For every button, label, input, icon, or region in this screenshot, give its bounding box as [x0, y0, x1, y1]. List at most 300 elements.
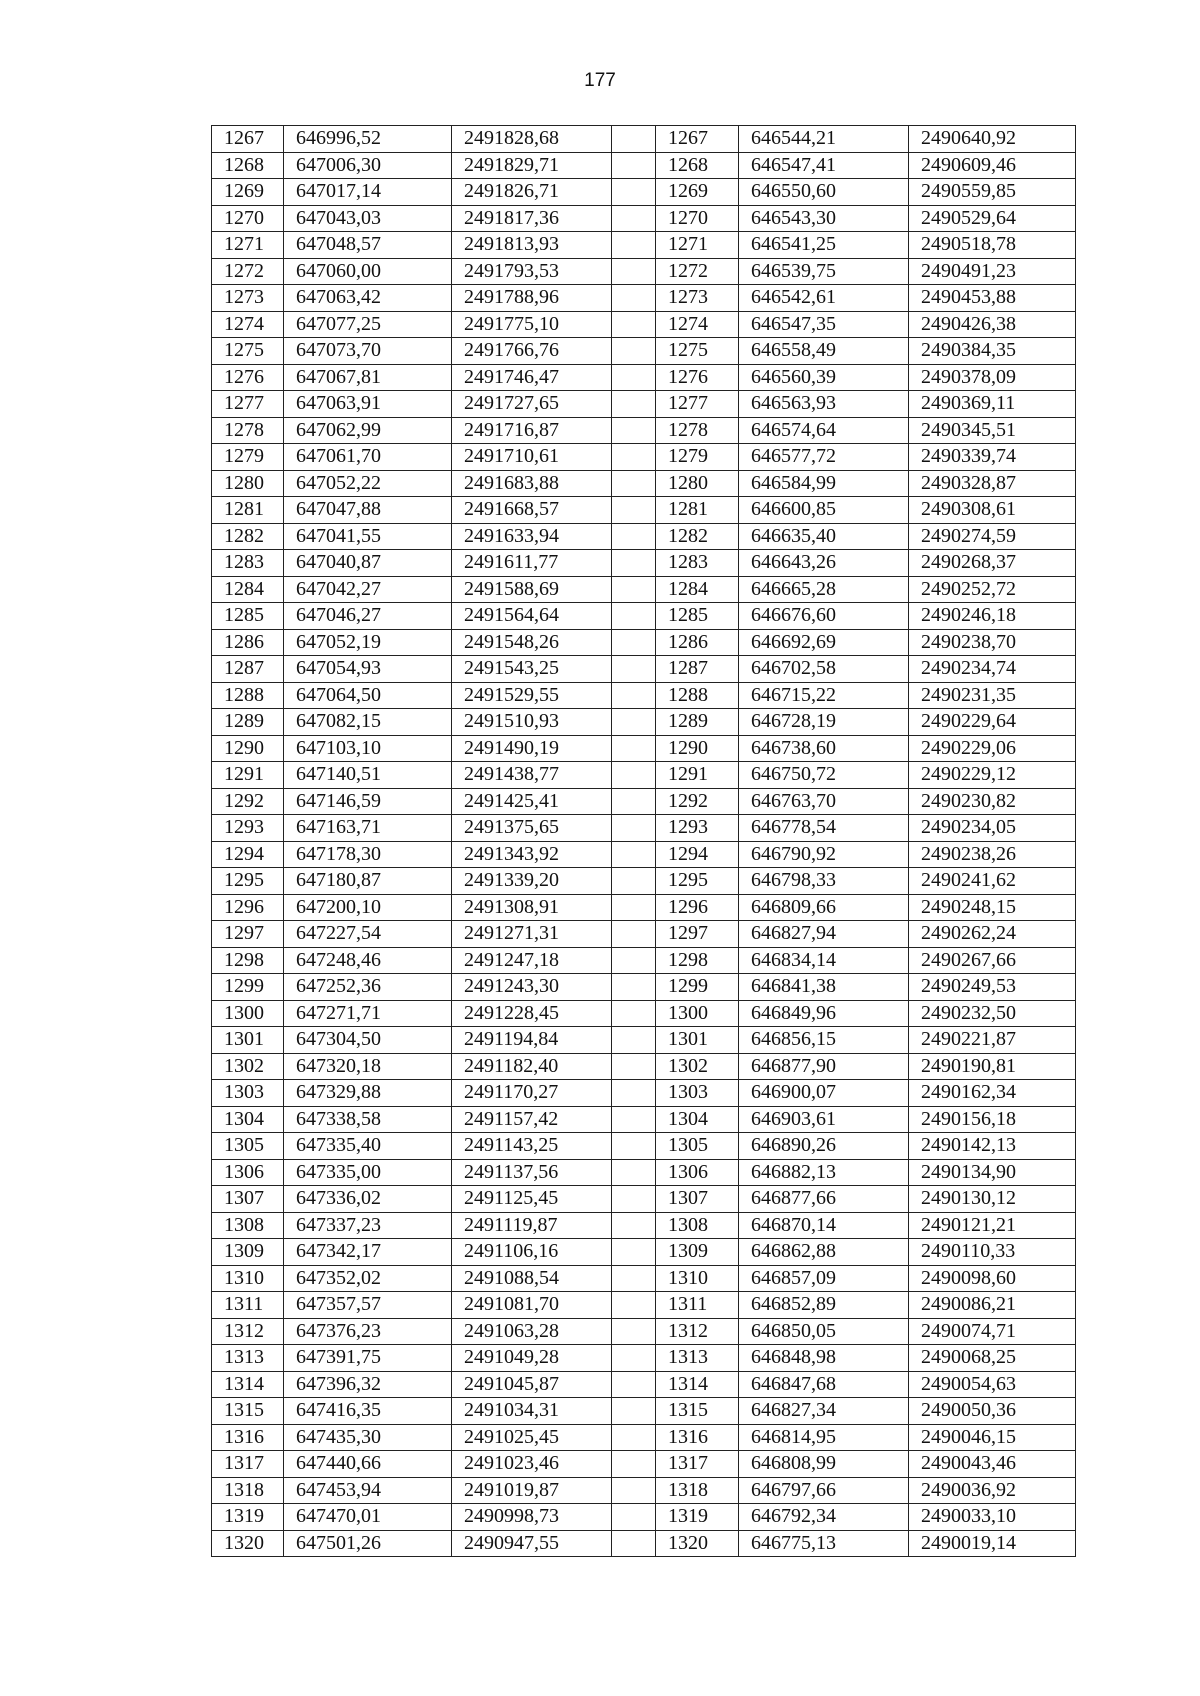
- table-row: [212, 947, 1076, 974]
- left-y-coordinate-cell: 2491088,54: [452, 1265, 612, 1292]
- left-x-coordinate-cell: 647146,59: [284, 788, 452, 815]
- right-point-number-cell: 1282: [656, 523, 739, 550]
- left-point-number-cell: 1272: [212, 258, 284, 285]
- right-y-coordinate-cell: 2490384,35: [909, 338, 1076, 365]
- left-point-number-cell: 1314: [212, 1371, 284, 1398]
- table-row: [212, 311, 1076, 338]
- left-x-coordinate-cell: 647391,75: [284, 1345, 452, 1372]
- right-x-coordinate-cell: 646814,95: [739, 1424, 909, 1451]
- right-y-coordinate-cell: 2490339,74: [909, 444, 1076, 471]
- right-point-number-cell: 1311: [656, 1292, 739, 1319]
- left-point-number-cell: 1299: [212, 974, 284, 1001]
- left-point-number-cell: 1273: [212, 285, 284, 312]
- left-point-number-cell: 1293: [212, 815, 284, 842]
- left-y-coordinate-cell: 2491490,19: [452, 735, 612, 762]
- right-y-coordinate-cell: 2490229,06: [909, 735, 1076, 762]
- right-x-coordinate-cell: 646808,99: [739, 1451, 909, 1478]
- table-row: [212, 550, 1076, 577]
- empty-separator-cell: [612, 364, 656, 391]
- table-row: [212, 1186, 1076, 1213]
- empty-separator-cell: [612, 391, 656, 418]
- empty-separator-cell: [612, 894, 656, 921]
- left-y-coordinate-cell: 2491125,45: [452, 1186, 612, 1213]
- left-y-coordinate-cell: 2491170,27: [452, 1080, 612, 1107]
- right-x-coordinate-cell: 646563,93: [739, 391, 909, 418]
- left-x-coordinate-cell: 647335,00: [284, 1159, 452, 1186]
- empty-separator-cell: [612, 576, 656, 603]
- right-x-coordinate-cell: 646778,54: [739, 815, 909, 842]
- left-y-coordinate-cell: 2491826,71: [452, 179, 612, 206]
- table-row: [212, 1530, 1076, 1557]
- left-x-coordinate-cell: 647043,03: [284, 205, 452, 232]
- table-row: [212, 1212, 1076, 1239]
- table-row: [212, 894, 1076, 921]
- table-row: [212, 576, 1076, 603]
- left-y-coordinate-cell: 2490947,55: [452, 1530, 612, 1557]
- right-y-coordinate-cell: 2490262,24: [909, 921, 1076, 948]
- left-point-number-cell: 1317: [212, 1451, 284, 1478]
- empty-separator-cell: [612, 1504, 656, 1531]
- left-y-coordinate-cell: 2491247,18: [452, 947, 612, 974]
- right-x-coordinate-cell: 646856,15: [739, 1027, 909, 1054]
- left-point-number-cell: 1296: [212, 894, 284, 921]
- empty-separator-cell: [612, 629, 656, 656]
- right-point-number-cell: 1284: [656, 576, 739, 603]
- right-y-coordinate-cell: 2490229,12: [909, 762, 1076, 789]
- empty-separator-cell: [612, 974, 656, 1001]
- left-point-number-cell: 1275: [212, 338, 284, 365]
- left-x-coordinate-cell: 647453,94: [284, 1477, 452, 1504]
- right-x-coordinate-cell: 646797,66: [739, 1477, 909, 1504]
- right-x-coordinate-cell: 646827,94: [739, 921, 909, 948]
- empty-separator-cell: [612, 1398, 656, 1425]
- empty-separator-cell: [612, 1239, 656, 1266]
- left-x-coordinate-cell: 647178,30: [284, 841, 452, 868]
- left-x-coordinate-cell: 647304,50: [284, 1027, 452, 1054]
- empty-separator-cell: [612, 1371, 656, 1398]
- right-x-coordinate-cell: 646790,92: [739, 841, 909, 868]
- table-row: [212, 841, 1076, 868]
- left-point-number-cell: 1285: [212, 603, 284, 630]
- left-point-number-cell: 1292: [212, 788, 284, 815]
- right-point-number-cell: 1276: [656, 364, 739, 391]
- left-x-coordinate-cell: 647073,70: [284, 338, 452, 365]
- left-x-coordinate-cell: 647046,27: [284, 603, 452, 630]
- left-point-number-cell: 1313: [212, 1345, 284, 1372]
- left-y-coordinate-cell: 2491049,28: [452, 1345, 612, 1372]
- table-row: [212, 1292, 1076, 1319]
- right-x-coordinate-cell: 646903,61: [739, 1106, 909, 1133]
- table-row: [212, 1053, 1076, 1080]
- right-point-number-cell: 1312: [656, 1318, 739, 1345]
- table-row: [212, 285, 1076, 312]
- left-point-number-cell: 1288: [212, 682, 284, 709]
- table-row: [212, 788, 1076, 815]
- left-y-coordinate-cell: 2491788,96: [452, 285, 612, 312]
- right-point-number-cell: 1302: [656, 1053, 739, 1080]
- left-y-coordinate-cell: 2491194,84: [452, 1027, 612, 1054]
- right-point-number-cell: 1310: [656, 1265, 739, 1292]
- left-x-coordinate-cell: 647103,10: [284, 735, 452, 762]
- table-row: [212, 1398, 1076, 1425]
- empty-separator-cell: [612, 338, 656, 365]
- right-y-coordinate-cell: 2490190,81: [909, 1053, 1076, 1080]
- left-y-coordinate-cell: 2491119,87: [452, 1212, 612, 1239]
- right-y-coordinate-cell: 2490134,90: [909, 1159, 1076, 1186]
- left-y-coordinate-cell: 2491063,28: [452, 1318, 612, 1345]
- right-x-coordinate-cell: 646750,72: [739, 762, 909, 789]
- right-point-number-cell: 1268: [656, 152, 739, 179]
- right-point-number-cell: 1291: [656, 762, 739, 789]
- left-x-coordinate-cell: 647227,54: [284, 921, 452, 948]
- left-point-number-cell: 1282: [212, 523, 284, 550]
- right-point-number-cell: 1281: [656, 497, 739, 524]
- right-point-number-cell: 1267: [656, 126, 739, 153]
- left-x-coordinate-cell: 647248,46: [284, 947, 452, 974]
- left-y-coordinate-cell: 2491425,41: [452, 788, 612, 815]
- right-point-number-cell: 1304: [656, 1106, 739, 1133]
- right-y-coordinate-cell: 2490074,71: [909, 1318, 1076, 1345]
- left-x-coordinate-cell: 647336,02: [284, 1186, 452, 1213]
- left-y-coordinate-cell: 2491710,61: [452, 444, 612, 471]
- empty-separator-cell: [612, 232, 656, 259]
- empty-separator-cell: [612, 1053, 656, 1080]
- left-y-coordinate-cell: 2491339,20: [452, 868, 612, 895]
- left-x-coordinate-cell: 647252,36: [284, 974, 452, 1001]
- table-row: [212, 391, 1076, 418]
- left-x-coordinate-cell: 647047,88: [284, 497, 452, 524]
- left-y-coordinate-cell: 2491817,36: [452, 205, 612, 232]
- empty-separator-cell: [612, 1027, 656, 1054]
- right-x-coordinate-cell: 646542,61: [739, 285, 909, 312]
- right-y-coordinate-cell: 2490142,13: [909, 1133, 1076, 1160]
- right-x-coordinate-cell: 646798,33: [739, 868, 909, 895]
- empty-separator-cell: [612, 285, 656, 312]
- left-y-coordinate-cell: 2491308,91: [452, 894, 612, 921]
- right-y-coordinate-cell: 2490559,85: [909, 179, 1076, 206]
- left-x-coordinate-cell: 647064,50: [284, 682, 452, 709]
- left-y-coordinate-cell: 2491548,26: [452, 629, 612, 656]
- right-point-number-cell: 1274: [656, 311, 739, 338]
- empty-separator-cell: [612, 258, 656, 285]
- table-row: [212, 1027, 1076, 1054]
- right-y-coordinate-cell: 2490369,11: [909, 391, 1076, 418]
- empty-separator-cell: [612, 311, 656, 338]
- table-row: [212, 603, 1076, 630]
- table-row: [212, 523, 1076, 550]
- empty-separator-cell: [612, 815, 656, 842]
- left-y-coordinate-cell: 2491746,47: [452, 364, 612, 391]
- empty-separator-cell: [612, 1530, 656, 1557]
- empty-separator-cell: [612, 417, 656, 444]
- left-point-number-cell: 1304: [212, 1106, 284, 1133]
- left-x-coordinate-cell: 647396,32: [284, 1371, 452, 1398]
- right-y-coordinate-cell: 2490234,74: [909, 656, 1076, 683]
- left-x-coordinate-cell: 647416,35: [284, 1398, 452, 1425]
- left-x-coordinate-cell: 647063,42: [284, 285, 452, 312]
- empty-separator-cell: [612, 1080, 656, 1107]
- left-x-coordinate-cell: 647040,87: [284, 550, 452, 577]
- empty-separator-cell: [612, 1265, 656, 1292]
- right-point-number-cell: 1315: [656, 1398, 739, 1425]
- right-point-number-cell: 1300: [656, 1000, 739, 1027]
- left-x-coordinate-cell: 647140,51: [284, 762, 452, 789]
- left-point-number-cell: 1279: [212, 444, 284, 471]
- right-x-coordinate-cell: 646775,13: [739, 1530, 909, 1557]
- right-point-number-cell: 1318: [656, 1477, 739, 1504]
- right-x-coordinate-cell: 646763,70: [739, 788, 909, 815]
- right-point-number-cell: 1288: [656, 682, 739, 709]
- left-point-number-cell: 1277: [212, 391, 284, 418]
- left-point-number-cell: 1308: [212, 1212, 284, 1239]
- empty-separator-cell: [612, 841, 656, 868]
- right-point-number-cell: 1285: [656, 603, 739, 630]
- left-x-coordinate-cell: 647335,40: [284, 1133, 452, 1160]
- right-point-number-cell: 1314: [656, 1371, 739, 1398]
- right-x-coordinate-cell: 646584,99: [739, 470, 909, 497]
- right-y-coordinate-cell: 2490249,53: [909, 974, 1076, 1001]
- right-x-coordinate-cell: 646676,60: [739, 603, 909, 630]
- left-x-coordinate-cell: 647320,18: [284, 1053, 452, 1080]
- left-point-number-cell: 1307: [212, 1186, 284, 1213]
- page-number: 177: [584, 70, 616, 91]
- table-row: [212, 1424, 1076, 1451]
- left-point-number-cell: 1286: [212, 629, 284, 656]
- table-row: [212, 1318, 1076, 1345]
- empty-separator-cell: [612, 1212, 656, 1239]
- left-y-coordinate-cell: 2491023,46: [452, 1451, 612, 1478]
- empty-separator-cell: [612, 735, 656, 762]
- left-y-coordinate-cell: 2491438,77: [452, 762, 612, 789]
- right-x-coordinate-cell: 646834,14: [739, 947, 909, 974]
- left-point-number-cell: 1318: [212, 1477, 284, 1504]
- left-y-coordinate-cell: 2491228,45: [452, 1000, 612, 1027]
- table-row: [212, 338, 1076, 365]
- left-y-coordinate-cell: 2490998,73: [452, 1504, 612, 1531]
- right-point-number-cell: 1296: [656, 894, 739, 921]
- left-y-coordinate-cell: 2491143,25: [452, 1133, 612, 1160]
- left-x-coordinate-cell: 647061,70: [284, 444, 452, 471]
- left-point-number-cell: 1289: [212, 709, 284, 736]
- left-point-number-cell: 1276: [212, 364, 284, 391]
- right-x-coordinate-cell: 646577,72: [739, 444, 909, 471]
- right-y-coordinate-cell: 2490068,25: [909, 1345, 1076, 1372]
- left-x-coordinate-cell: 647042,27: [284, 576, 452, 603]
- empty-separator-cell: [612, 788, 656, 815]
- left-point-number-cell: 1271: [212, 232, 284, 259]
- right-point-number-cell: 1307: [656, 1186, 739, 1213]
- right-x-coordinate-cell: 646543,30: [739, 205, 909, 232]
- empty-separator-cell: [612, 1159, 656, 1186]
- right-y-coordinate-cell: 2490050,36: [909, 1398, 1076, 1425]
- left-point-number-cell: 1302: [212, 1053, 284, 1080]
- left-point-number-cell: 1310: [212, 1265, 284, 1292]
- right-point-number-cell: 1301: [656, 1027, 739, 1054]
- empty-separator-cell: [612, 444, 656, 471]
- right-x-coordinate-cell: 646692,69: [739, 629, 909, 656]
- table-row: [212, 258, 1076, 285]
- right-x-coordinate-cell: 646665,28: [739, 576, 909, 603]
- empty-separator-cell: [612, 470, 656, 497]
- left-y-coordinate-cell: 2491564,64: [452, 603, 612, 630]
- left-point-number-cell: 1301: [212, 1027, 284, 1054]
- table-row: [212, 444, 1076, 471]
- right-y-coordinate-cell: 2490033,10: [909, 1504, 1076, 1531]
- left-x-coordinate-cell: 647048,57: [284, 232, 452, 259]
- right-point-number-cell: 1275: [656, 338, 739, 365]
- left-x-coordinate-cell: 647200,10: [284, 894, 452, 921]
- right-y-coordinate-cell: 2490221,87: [909, 1027, 1076, 1054]
- right-x-coordinate-cell: 646544,21: [739, 126, 909, 153]
- right-y-coordinate-cell: 2490491,23: [909, 258, 1076, 285]
- left-x-coordinate-cell: 647376,23: [284, 1318, 452, 1345]
- right-x-coordinate-cell: 646558,49: [739, 338, 909, 365]
- left-point-number-cell: 1287: [212, 656, 284, 683]
- empty-separator-cell: [612, 1106, 656, 1133]
- right-point-number-cell: 1313: [656, 1345, 739, 1372]
- empty-separator-cell: [612, 709, 656, 736]
- table-row: [212, 629, 1076, 656]
- empty-separator-cell: [612, 868, 656, 895]
- right-y-coordinate-cell: 2490054,63: [909, 1371, 1076, 1398]
- table-row: [212, 1504, 1076, 1531]
- table-row: [212, 179, 1076, 206]
- left-x-coordinate-cell: 647357,57: [284, 1292, 452, 1319]
- right-x-coordinate-cell: 646857,09: [739, 1265, 909, 1292]
- right-x-coordinate-cell: 646849,96: [739, 1000, 909, 1027]
- table-row: [212, 126, 1076, 153]
- left-y-coordinate-cell: 2491510,93: [452, 709, 612, 736]
- right-x-coordinate-cell: 646877,90: [739, 1053, 909, 1080]
- table-row: [212, 364, 1076, 391]
- left-point-number-cell: 1280: [212, 470, 284, 497]
- right-x-coordinate-cell: 646728,19: [739, 709, 909, 736]
- left-x-coordinate-cell: 647067,81: [284, 364, 452, 391]
- left-point-number-cell: 1303: [212, 1080, 284, 1107]
- empty-separator-cell: [612, 1186, 656, 1213]
- right-point-number-cell: 1295: [656, 868, 739, 895]
- right-x-coordinate-cell: 646738,60: [739, 735, 909, 762]
- right-y-coordinate-cell: 2490246,18: [909, 603, 1076, 630]
- empty-separator-cell: [612, 1424, 656, 1451]
- table-row: [212, 868, 1076, 895]
- left-x-coordinate-cell: 647006,30: [284, 152, 452, 179]
- table-row: [212, 709, 1076, 736]
- right-point-number-cell: 1277: [656, 391, 739, 418]
- right-point-number-cell: 1280: [656, 470, 739, 497]
- left-point-number-cell: 1278: [212, 417, 284, 444]
- table-row: [212, 1265, 1076, 1292]
- right-y-coordinate-cell: 2490238,26: [909, 841, 1076, 868]
- table-row: [212, 1345, 1076, 1372]
- right-y-coordinate-cell: 2490529,64: [909, 205, 1076, 232]
- empty-separator-cell: [612, 1477, 656, 1504]
- right-point-number-cell: 1298: [656, 947, 739, 974]
- right-y-coordinate-cell: 2490162,34: [909, 1080, 1076, 1107]
- empty-separator-cell: [612, 682, 656, 709]
- left-y-coordinate-cell: 2491543,25: [452, 656, 612, 683]
- right-y-coordinate-cell: 2490328,87: [909, 470, 1076, 497]
- right-y-coordinate-cell: 2490019,14: [909, 1530, 1076, 1557]
- left-point-number-cell: 1306: [212, 1159, 284, 1186]
- empty-separator-cell: [612, 205, 656, 232]
- left-y-coordinate-cell: 2491081,70: [452, 1292, 612, 1319]
- right-y-coordinate-cell: 2490130,12: [909, 1186, 1076, 1213]
- right-point-number-cell: 1303: [656, 1080, 739, 1107]
- right-x-coordinate-cell: 646841,38: [739, 974, 909, 1001]
- left-point-number-cell: 1290: [212, 735, 284, 762]
- empty-separator-cell: [612, 523, 656, 550]
- empty-separator-cell: [612, 947, 656, 974]
- table-row: [212, 1451, 1076, 1478]
- left-point-number-cell: 1269: [212, 179, 284, 206]
- right-y-coordinate-cell: 2490252,72: [909, 576, 1076, 603]
- right-y-coordinate-cell: 2490640,92: [909, 126, 1076, 153]
- empty-separator-cell: [612, 179, 656, 206]
- left-x-coordinate-cell: 647352,02: [284, 1265, 452, 1292]
- right-x-coordinate-cell: 646900,07: [739, 1080, 909, 1107]
- coordinates-table: [211, 125, 1076, 1557]
- right-point-number-cell: 1283: [656, 550, 739, 577]
- right-y-coordinate-cell: 2490308,61: [909, 497, 1076, 524]
- right-y-coordinate-cell: 2490241,62: [909, 868, 1076, 895]
- left-x-coordinate-cell: 647077,25: [284, 311, 452, 338]
- coordinates-table-body: [212, 126, 1076, 1557]
- left-point-number-cell: 1298: [212, 947, 284, 974]
- left-point-number-cell: 1274: [212, 311, 284, 338]
- left-point-number-cell: 1320: [212, 1530, 284, 1557]
- left-x-coordinate-cell: 647440,66: [284, 1451, 452, 1478]
- left-x-coordinate-cell: 647342,17: [284, 1239, 452, 1266]
- right-y-coordinate-cell: 2490110,33: [909, 1239, 1076, 1266]
- right-x-coordinate-cell: 646847,68: [739, 1371, 909, 1398]
- right-point-number-cell: 1287: [656, 656, 739, 683]
- left-point-number-cell: 1270: [212, 205, 284, 232]
- right-y-coordinate-cell: 2490609,46: [909, 152, 1076, 179]
- table-row: [212, 1080, 1076, 1107]
- right-y-coordinate-cell: 2490248,15: [909, 894, 1076, 921]
- left-point-number-cell: 1281: [212, 497, 284, 524]
- table-row: [212, 682, 1076, 709]
- right-x-coordinate-cell: 646850,05: [739, 1318, 909, 1345]
- left-y-coordinate-cell: 2491775,10: [452, 311, 612, 338]
- right-x-coordinate-cell: 646827,34: [739, 1398, 909, 1425]
- right-x-coordinate-cell: 646870,14: [739, 1212, 909, 1239]
- left-y-coordinate-cell: 2491106,16: [452, 1239, 612, 1266]
- right-point-number-cell: 1269: [656, 179, 739, 206]
- right-point-number-cell: 1272: [656, 258, 739, 285]
- right-point-number-cell: 1289: [656, 709, 739, 736]
- left-x-coordinate-cell: 647501,26: [284, 1530, 452, 1557]
- right-point-number-cell: 1299: [656, 974, 739, 1001]
- left-x-coordinate-cell: 647271,71: [284, 1000, 452, 1027]
- left-x-coordinate-cell: 647052,22: [284, 470, 452, 497]
- left-point-number-cell: 1319: [212, 1504, 284, 1531]
- left-y-coordinate-cell: 2491633,94: [452, 523, 612, 550]
- table-row: [212, 762, 1076, 789]
- left-y-coordinate-cell: 2491157,42: [452, 1106, 612, 1133]
- table-row: [212, 1000, 1076, 1027]
- left-y-coordinate-cell: 2491025,45: [452, 1424, 612, 1451]
- left-point-number-cell: 1267: [212, 126, 284, 153]
- left-x-coordinate-cell: 647180,87: [284, 868, 452, 895]
- right-y-coordinate-cell: 2490518,78: [909, 232, 1076, 259]
- right-y-coordinate-cell: 2490426,38: [909, 311, 1076, 338]
- right-x-coordinate-cell: 646702,58: [739, 656, 909, 683]
- right-point-number-cell: 1286: [656, 629, 739, 656]
- right-point-number-cell: 1279: [656, 444, 739, 471]
- left-x-coordinate-cell: 647060,00: [284, 258, 452, 285]
